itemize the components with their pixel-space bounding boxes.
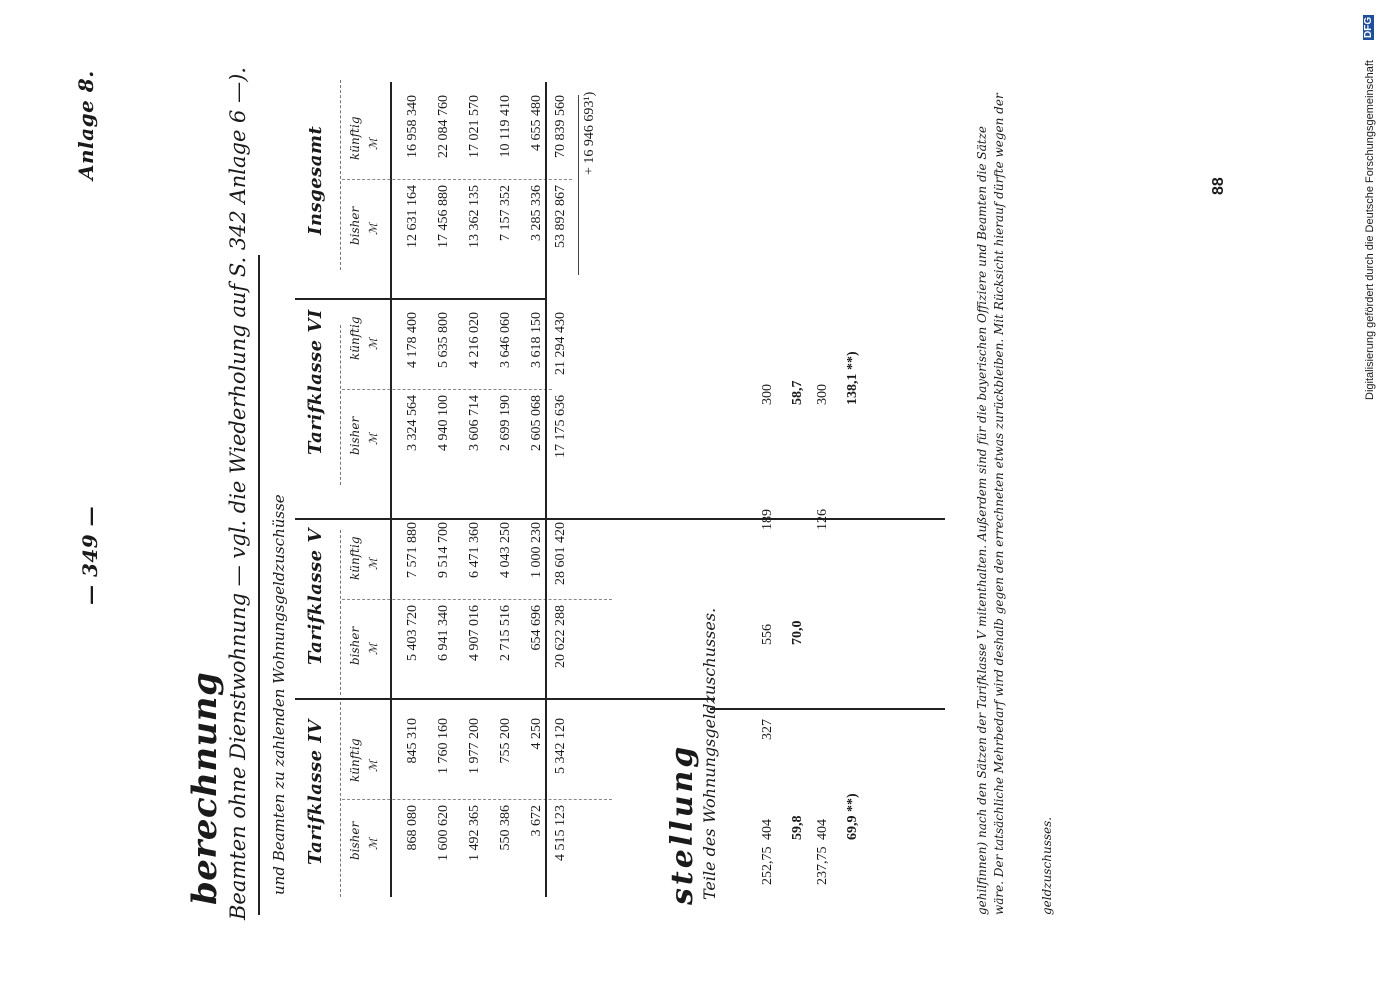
table-cell: 5 403 720	[405, 605, 420, 661]
footnote-line-2: wäre. Der tatsächliche Mehrbedarf wird deshalb gegen den errechneten etwas zurückbleiben. Mit Rücksicht hierauf dürfte wegen der	[992, 93, 1006, 915]
group-rule	[340, 530, 341, 695]
unit-mark: ℳ	[367, 138, 380, 150]
group-header-total: Insgesamt	[305, 125, 326, 235]
table-caption: und Beamten zu zahlenden Wohnungsgeldzuschüsse	[270, 494, 288, 895]
table-cell: 7 571 880	[405, 522, 420, 578]
col-head-before: bisher	[348, 821, 362, 860]
table-cell: 3 606 714	[467, 395, 482, 451]
col-head-after: künftig	[348, 116, 362, 160]
table-top-rule	[258, 255, 260, 915]
col-rule	[342, 599, 612, 600]
table-cell: 3 618 150	[529, 312, 544, 368]
total-cell: 53 892 867	[553, 185, 568, 248]
table-cell: 4 043 250	[498, 522, 513, 578]
table-cell: 2 715 516	[498, 605, 513, 661]
footnote-line-1: gehilfinnen) nach den Sätzen der Tarifklasse V mitenthalten. Außerdem sind für die bayerischen Offiziere und Beamten die Sätze	[975, 125, 989, 915]
table-cell: 16 958 340	[405, 95, 420, 158]
table-cell: 17 021 570	[467, 95, 482, 158]
table-cell: 13 362 135	[467, 185, 482, 248]
total-rule	[545, 82, 547, 897]
table-cell: 4 250	[529, 718, 544, 750]
table-cell: 1 000 230	[529, 522, 544, 578]
total-cell: 20 622 288	[553, 605, 568, 668]
section2-cell: 59,8	[790, 815, 805, 840]
section2-cell: 126	[815, 509, 830, 530]
table-cell: 9 514 700	[436, 522, 451, 578]
page-title: berechnung	[185, 671, 225, 905]
section2-divider	[710, 708, 945, 710]
unit-mark: ℳ	[367, 760, 380, 772]
section2-cell: 252,75	[760, 846, 775, 885]
table-cell: 4 178 400	[405, 312, 420, 368]
table-cell: 6 471 360	[467, 522, 482, 578]
section2-cell: 300	[760, 384, 775, 405]
section2-cell: 69,9 **)	[845, 793, 860, 840]
col-head-before: bisher	[348, 626, 362, 665]
dfg-text: Digitalisierung gefördert durch die Deutsche Forschungsgemeinschaft	[1364, 60, 1376, 400]
table-cell: 755 200	[498, 718, 513, 764]
table-cell: 10 119 410	[498, 95, 513, 158]
total-cell: 5 342 120	[553, 718, 568, 774]
group-divider	[295, 298, 545, 300]
page-number: — 349 —	[78, 505, 102, 605]
col-head-before: bisher	[348, 206, 362, 245]
group-divider	[295, 518, 945, 520]
table-cell: 1 977 200	[467, 718, 482, 774]
table-cell: 3 324 564	[405, 395, 420, 451]
table-cell: 2 605 068	[529, 395, 544, 451]
unit-mark: ℳ	[367, 643, 380, 655]
col-rule	[342, 799, 612, 800]
section2-cell: 70,0	[790, 620, 805, 645]
group-header-v: Tarifklasse V	[305, 528, 326, 665]
table-cell: 17 456 880	[436, 185, 451, 248]
group-rule	[340, 80, 341, 270]
table-cell: 22 084 760	[436, 95, 451, 158]
table-cell: 5 635 800	[436, 312, 451, 368]
section2-cell: 556	[760, 624, 775, 645]
unit-mark: ℳ	[367, 838, 380, 850]
header-rule	[390, 82, 392, 897]
section2-cell: 138,1 **)	[845, 351, 860, 405]
group-divider	[295, 698, 715, 700]
section2-title: stellung	[665, 743, 700, 905]
section2-cell: 327	[760, 719, 775, 740]
margin-number: 88	[1210, 177, 1227, 195]
table-cell: 3 285 336	[529, 185, 544, 241]
total-cell: 17 175 636	[553, 395, 568, 458]
table-cell: 1 760 160	[436, 718, 451, 774]
page-subtitle: Beamten ohne Dienstwohnung — vgl. die Wiederholung auf S. 342 Anlage 6 —).	[226, 67, 250, 920]
extra-total-rule	[578, 95, 579, 275]
group-rule	[340, 325, 341, 485]
section2-cell: 237,75	[815, 846, 830, 885]
table-cell: 4 940 100	[436, 395, 451, 451]
dfg-logo: DFG	[1363, 16, 1374, 38]
annex-label: Anlage 8.	[74, 70, 98, 180]
total-cell: 70 839 560	[553, 95, 568, 158]
section2-cell: 189	[760, 509, 775, 530]
group-header-vi: Tarifklasse VI	[305, 309, 326, 455]
section2-subtitle: Teile des Wohnungsgeldzuschusses.	[700, 607, 719, 900]
dfg-note	[1362, 10, 1380, 400]
col-head-before: bisher	[348, 416, 362, 455]
group-header-iv: Tarifklasse IV	[305, 719, 326, 865]
footnote-line-3: geldzuschusses.	[1040, 816, 1054, 915]
unit-mark: ℳ	[367, 223, 380, 235]
section2-cell: 58,7	[790, 380, 805, 405]
col-rule	[342, 179, 572, 180]
table-cell: 1 492 365	[467, 805, 482, 861]
section2-cell: 300	[815, 384, 830, 405]
unit-mark: ℳ	[367, 433, 380, 445]
section2-cell: 404	[760, 819, 775, 840]
total-cell: 28 601 420	[553, 522, 568, 585]
table-cell: 3 646 060	[498, 312, 513, 368]
col-head-after: künftig	[348, 738, 362, 782]
col-head-after: künftig	[348, 316, 362, 360]
unit-mark: ℳ	[367, 338, 380, 350]
table-cell: 7 157 352	[498, 185, 513, 241]
table-cell: 1 600 620	[436, 805, 451, 861]
col-head-after: künftig	[348, 536, 362, 580]
table-cell: 868 080	[405, 805, 420, 851]
table-cell: 845 310	[405, 718, 420, 764]
table-cell: 4 907 016	[467, 605, 482, 661]
total-cell: 21 294 430	[553, 312, 568, 375]
group-rule	[340, 702, 341, 897]
table-cell: 12 631 164	[405, 185, 420, 248]
table-cell: 4 216 020	[467, 312, 482, 368]
total-cell: 4 515 123	[553, 805, 568, 861]
section2-cell: 404	[815, 819, 830, 840]
table-cell: 2 699 190	[498, 395, 513, 451]
table-cell: 550 386	[498, 805, 513, 851]
table-cell: 654 696	[529, 605, 544, 651]
extra-total: + 16 946 693¹)	[582, 91, 597, 175]
table-cell: 3 672	[529, 805, 544, 837]
unit-mark: ℳ	[367, 558, 380, 570]
table-cell: 6 941 340	[436, 605, 451, 661]
col-rule	[342, 389, 552, 390]
table-cell: 4 655 480	[529, 95, 544, 151]
